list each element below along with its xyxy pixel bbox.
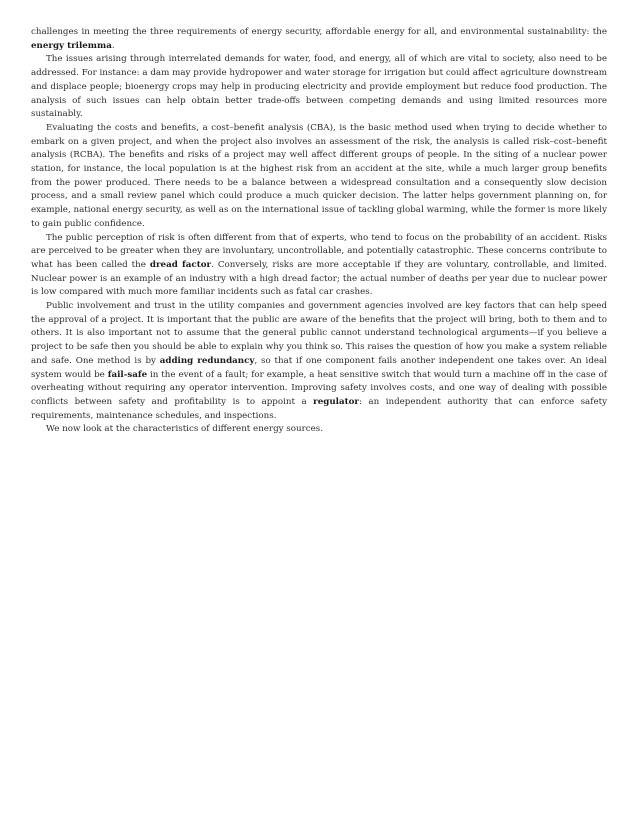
- document-page: [31, 26, 607, 437]
- text-run: Evaluating the costs and benefits, a cost–benefit analysis (CBA), is the basic method used when trying to decide whether to embark on a given project, and when the project also involves an assessment of the risk, the analysis is called risk–cost–benefit analysis (RCBA). The benefits and risks of a project may well affect different groups of people. In the siting of a nuclear power station, for instance, the local population is at the highest risk from an accident at the site, while a much larger group benefits from the power produced. There needs to be a balance between a widespread consultation and a consequently slow decision process, and a small review panel which could produce a much quicker decision. The latter helps government planning on, for example, national energy security, as well as on the international issue of tackling global warming, while the former is more likely to gain public confidence.: [31, 122, 607, 229]
- text-run: . Conversely, risks are more acceptable if they are voluntary, controllable, and limited. Nuclear power is an example of an industry with a high dread factor; the actual number of deaths per year due to nuclear power is low compared with much more familiar incidents such as fatal car crashes.: [31, 259, 607, 298]
- term-fail-safe: fail-safe: [107, 369, 148, 380]
- text-run: , so that if one component fails another independent one takes over. An ideal system would be: [31, 355, 607, 380]
- paragraph-energy-sources: [31, 423, 607, 437]
- text-run: : an independent authority that can enforce safety requirements, maintenance schedules, and inspections.: [31, 396, 607, 421]
- text-run: We now look at the characteristics of different energy sources.: [46, 424, 323, 435]
- paragraph-cost-benefit-analysis: [31, 122, 607, 232]
- term-regulator: regulator: [313, 396, 359, 407]
- paragraph-interrelated-demands: [31, 53, 607, 122]
- paragraph-public-perception: [31, 232, 607, 301]
- text-run: Public involvement and trust in the utility companies and government agencies involved are key factors that can help speed the approval of a project. It is important that the public are aware of the benefits that the project will bring, both to them and to others. It is also important not to assume that the general public cannot understand technological arguments—if you believe a project to be safe then you should be able to explain why you think so. This raises the question of how you make a system reliable and safe. One method is by: [31, 301, 607, 366]
- paragraph-public-involvement: [31, 300, 607, 423]
- text-run: challenges in meeting the three requirements of energy security, affordable energy for all, and environmental sustainability: the: [31, 27, 607, 37]
- text-run: in the event of a fault; for example, a heat sensitive switch that would turn a machine off in the case of overheating without requiring any operator intervention. Improving safety involves costs, and one way of dealing with possible conflicts between safety and profitability is to appoint a: [31, 369, 607, 407]
- term-dread-factor: dread factor: [149, 259, 212, 270]
- text-run: The public perception of risk is often different from that of experts, who tend to focus on the probability of an accident. Risks are perceived to be greater when they are involuntary, uncontrollable, and potentially catastrophic. These concerns contribute to what has been called the: [31, 232, 607, 270]
- term-adding-redundancy: adding redundancy: [159, 355, 255, 366]
- text-run: The issues arising through interrelated demands for water, food, and energy, all of which are vital to society, also need to be addressed. For instance: a dam may provide hydropower and water storage for irrigation but could affect agriculture downstream and displace people; bioenergy crops may help in producing electricity and provide employment but reduce food production. The analysis of such issues can help obtain better trade-offs between competing demands and using limited resources more sustainably.: [31, 54, 607, 120]
- term-energy-trilemma: energy trilemma: [31, 40, 112, 51]
- text-run: .: [111, 40, 115, 51]
- paragraph-energy-trilemma: [31, 26, 607, 53]
